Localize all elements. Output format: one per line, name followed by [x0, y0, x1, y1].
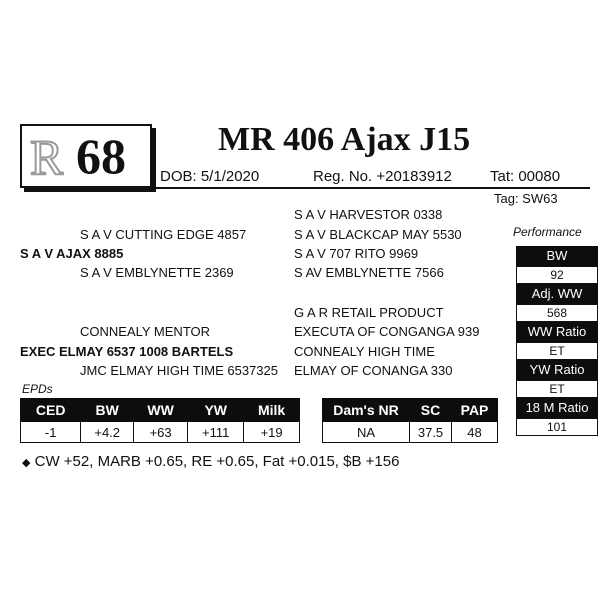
pedigree-ssd: S A V BLACKCAP MAY 5530	[294, 227, 462, 242]
pedigree-dds: CONNEALY HIGH TIME	[294, 344, 435, 359]
pedigree-sds: S A V 707 RITO 9969	[294, 246, 419, 261]
dob: DOB: 5/1/2020	[160, 168, 260, 185]
epd-value: -1	[21, 422, 81, 443]
lot-number-box	[20, 124, 152, 188]
performance-value: 101	[516, 418, 598, 436]
epd-header: Milk	[244, 399, 300, 422]
brand-r-logo-icon	[28, 130, 64, 182]
performance-header: YW Ratio	[516, 360, 598, 380]
performance-value: 568	[516, 304, 598, 322]
epd-value: +19	[244, 422, 300, 443]
dam-stats-table	[322, 398, 498, 443]
epd-header: CED	[21, 399, 81, 422]
animal-name: MR 406 Ajax J15	[218, 121, 471, 158]
dam-stats-value: NA	[323, 422, 410, 443]
svg-text:R: R	[30, 130, 64, 182]
performance-label: Performance	[513, 225, 582, 239]
epd-value: +63	[134, 422, 188, 443]
tag: Tag: SW63	[494, 191, 558, 206]
pedigree-dsd: EXECUTA OF CONGANGA 939	[294, 324, 480, 339]
performance-value: ET	[516, 380, 598, 398]
performance-header: BW	[516, 246, 598, 266]
pedigree-dd: JMC ELMAY HIGH TIME 6537325	[80, 363, 278, 378]
dam-stats-header: PAP	[452, 399, 498, 422]
carcass-epds-text: CW +52, MARB +0.65, RE +0.65, Fat +0.015, $B +156	[34, 453, 400, 470]
pedigree-dam: EXEC ELMAY 6537 1008 BARTELS	[20, 344, 234, 359]
tattoo: Tat: 00080	[490, 168, 561, 185]
performance-header: WW Ratio	[516, 322, 598, 342]
pedigree-ds: CONNEALY MENTOR	[80, 324, 211, 339]
epd-value: +111	[188, 422, 244, 443]
epd-header: BW	[81, 399, 134, 422]
epds-label: EPDs	[22, 382, 53, 396]
header-divider	[150, 187, 590, 189]
pedigree-sss: S A V HARVESTOR 0338	[294, 207, 443, 222]
dam-stats-header: Dam's NR	[323, 399, 410, 422]
pedigree-ddd: ELMAY OF CONANGA 330	[294, 363, 453, 378]
epd-value: +4.2	[81, 422, 134, 443]
performance-value: 92	[516, 266, 598, 284]
performance-value: ET	[516, 342, 598, 360]
performance-panel	[516, 246, 598, 436]
epd-header: WW	[134, 399, 188, 422]
pedigree-dss: G A R RETAIL PRODUCT	[294, 305, 444, 320]
diamond-bullet-icon: ◆	[22, 457, 31, 469]
pedigree-sd: S A V EMBLYNETTE 2369	[80, 265, 234, 280]
pedigree-sdd: S AV EMBLYNETTE 7566	[294, 265, 444, 280]
carcass-epds-line	[22, 452, 399, 473]
pedigree-sire: S A V AJAX 8885	[20, 246, 124, 261]
registration-number: Reg. No. +20183912	[313, 168, 452, 185]
dam-stats-value: 37.5	[410, 422, 452, 443]
pedigree-ss: S A V CUTTING EDGE 4857	[80, 227, 247, 242]
epd-table	[20, 398, 300, 443]
dam-stats-header: SC	[410, 399, 452, 422]
performance-header: Adj. WW	[516, 284, 598, 304]
performance-header: 18 M Ratio	[516, 398, 598, 418]
epd-header: YW	[188, 399, 244, 422]
dam-stats-value: 48	[452, 422, 498, 443]
lot-number: 68	[76, 128, 126, 184]
